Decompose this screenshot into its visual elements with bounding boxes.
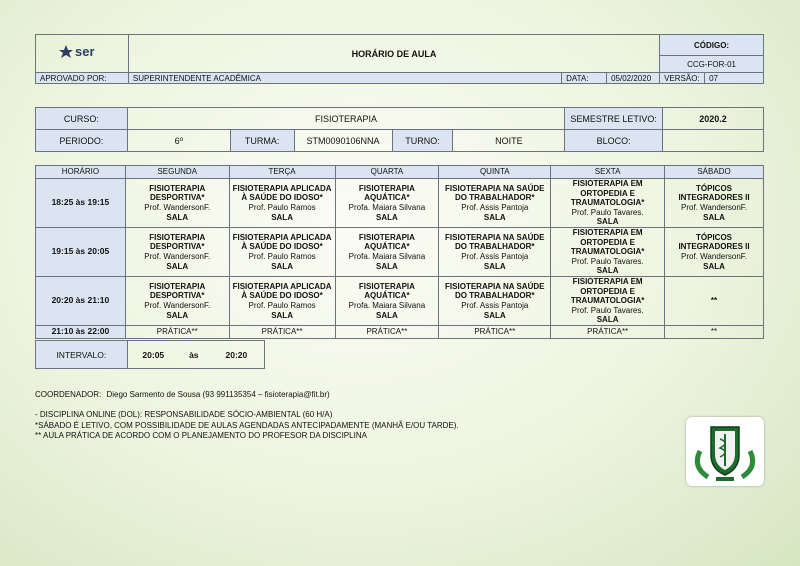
interval-end: 20:20 <box>209 341 265 369</box>
schedule-header-row <box>36 166 764 179</box>
professor-name: Profa. Maiara Silvana <box>348 251 426 261</box>
professor-name: Prof. Paulo Tavares. <box>571 256 644 266</box>
room-label: SALA <box>483 261 506 271</box>
practice-cell: PRÁTICA** <box>439 325 551 338</box>
class-cell <box>229 179 335 228</box>
professor-name: Profa. Maiara Silvana <box>348 300 426 310</box>
class-cell <box>335 276 439 325</box>
room-label: SALA <box>703 261 725 271</box>
practice-cell: PRÁTICA** <box>229 325 335 338</box>
room-label: SALA <box>166 261 189 271</box>
professor-name: Prof. WandersonF. <box>144 251 211 261</box>
professor-name: Prof. Paulo Ramos <box>248 202 316 212</box>
turma-label: TURMA: <box>230 130 294 152</box>
course-name: FISIOTERAPIA DESPORTIVA* <box>149 183 206 203</box>
turno-label: TURNO: <box>392 130 453 152</box>
professor-name: Prof. Paulo Ramos <box>248 300 316 310</box>
practice-cell: PRÁTICA** <box>551 325 665 338</box>
semestre-label: SEMESTRE LETIVO: <box>565 108 663 130</box>
coordinator-label: COORDENADOR: <box>35 390 102 399</box>
course-name: FISIOTERAPIA EM ORTOPEDIA E TRAUMATOLOGIA* <box>570 179 645 208</box>
room-label: SALA <box>596 217 619 227</box>
professor-name: Prof. WandersonF. <box>681 251 747 261</box>
room-label: SALA <box>376 310 398 320</box>
practice-cell: ** <box>665 325 764 338</box>
time-cell: 18:25 às 19:15 <box>36 179 126 228</box>
class-cell <box>335 179 439 228</box>
course-name: FISIOTERAPIA EM ORTOPEDIA E TRAUMATOLOGIA* <box>570 227 645 257</box>
room-label: SALA <box>166 310 189 320</box>
course-name: FISIOTERAPIA AQUÁTICA* <box>358 232 415 252</box>
semestre-value: 2020.2 <box>663 108 764 130</box>
col-header: QUINTA <box>439 166 551 179</box>
room-label: SALA <box>703 212 725 222</box>
col-header: QUARTA <box>335 166 439 179</box>
course-info <box>35 107 764 152</box>
room-label: SALA <box>596 315 619 325</box>
class-cell <box>665 227 764 276</box>
professor-name: Prof. Assis Pantoja <box>461 202 529 212</box>
room-label: SALA <box>596 266 619 276</box>
class-cell <box>125 179 229 228</box>
document-header <box>35 34 764 84</box>
class-cell <box>665 276 764 325</box>
periodo-value: 6º <box>127 130 230 152</box>
col-header: SÁBADO <box>665 166 764 179</box>
course-name: FISIOTERAPIA DESPORTIVA* <box>149 232 206 252</box>
class-cell <box>439 276 551 325</box>
codigo-label: CÓDIGO: <box>660 35 764 56</box>
interval-start: 20:05 <box>127 341 179 369</box>
course-name: FISIOTERAPIA EM ORTOPEDIA E TRAUMATOLOGIA* <box>570 276 645 306</box>
room-label: SALA <box>483 310 506 320</box>
schedule-row <box>36 179 764 228</box>
curso-label: CURSO: <box>36 108 128 130</box>
page-title: HORÁRIO DE AULA <box>128 35 659 73</box>
course-name: FISIOTERAPIA APLICADA À SAÚDE DO IDOSO* <box>232 232 332 252</box>
room-label: SALA <box>376 212 398 222</box>
professor-name: Prof. Assis Pantoja <box>461 300 529 310</box>
class-cell <box>439 227 551 276</box>
practice-cell: PRÁTICA** <box>125 325 229 338</box>
course-name: TÓPICOS INTEGRADORES II <box>678 183 750 203</box>
class-cell <box>551 227 665 276</box>
course-name: FISIOTERAPIA AQUÁTICA* <box>358 281 415 301</box>
data-value: 05/02/2020 <box>607 73 660 84</box>
col-header: SEXTA <box>551 166 665 179</box>
professor-name: Profa. Maiara Silvana <box>348 202 426 212</box>
time-cell: 19:15 às 20:05 <box>36 227 126 276</box>
course-name: FISIOTERAPIA NA SAÚDE DO TRABALHADOR* <box>445 281 545 301</box>
room-label: SALA <box>271 212 293 222</box>
room-label: SALA <box>166 212 189 222</box>
class-cell <box>229 227 335 276</box>
interval-label: INTERVALO: <box>36 341 128 369</box>
shield-emblem-icon <box>686 417 764 486</box>
course-name: TÓPICOS INTEGRADORES II <box>678 232 750 252</box>
course-name: FISIOTERAPIA DESPORTIVA* <box>149 281 206 301</box>
turma-value: STM0090106NNA <box>294 130 392 152</box>
schedule-table <box>35 165 764 339</box>
class-cell <box>125 227 229 276</box>
course-name: FISIOTERAPIA NA SAÚDE DO TRABALHADOR* <box>445 232 545 252</box>
class-cell <box>551 276 665 325</box>
course-name: FISIOTERAPIA APLICADA À SAÚDE DO IDOSO* <box>232 281 332 301</box>
svg-text:ser: ser <box>74 43 95 59</box>
course-name: FISIOTERAPIA APLICADA À SAÚDE DO IDOSO* <box>232 183 332 203</box>
professor-name: Prof. WandersonF. <box>144 202 211 212</box>
class-cell <box>229 276 335 325</box>
professor-name: Prof. Paulo Ramos <box>248 251 316 261</box>
schedule-row <box>36 276 764 325</box>
note-saturday: *SÁBADO É LETIVO, COM POSSIBILIDADE DE AULAS AGENDADAS ANTECIPADAMENTE (MANHÃ E/OU TARDE). <box>35 420 459 430</box>
professor-name: Prof. Paulo Tavares. <box>571 305 644 315</box>
course-name: FISIOTERAPIA AQUÁTICA* <box>358 183 415 203</box>
interval-sep: às <box>179 341 209 369</box>
professor-name: Prof. Paulo Tavares. <box>571 207 644 217</box>
course-name: FISIOTERAPIA NA SAÚDE DO TRABALHADOR* <box>445 183 545 203</box>
class-cell <box>439 179 551 228</box>
room-label: SALA <box>271 261 293 271</box>
class-cell <box>335 227 439 276</box>
curso-value: FISIOTERAPIA <box>127 108 564 130</box>
professor-name: Prof. WandersonF. <box>144 300 211 310</box>
ser-logo-icon <box>57 41 107 65</box>
professor-name: Prof. Assis Pantoja <box>461 251 529 261</box>
room-label: SALA <box>376 261 398 271</box>
col-header: TERÇA <box>229 166 335 179</box>
schedule-row <box>36 227 764 276</box>
class-cell <box>665 179 764 228</box>
note-practice: ** AULA PRÁTICA DE ACORDO COM O PLANEJAMENTO DO PROFESOR DA DISCIPLINA <box>35 431 367 440</box>
institution-logo <box>686 417 764 486</box>
course-name: ** <box>710 296 718 306</box>
class-cell <box>125 276 229 325</box>
coordinator-line <box>35 390 330 399</box>
note-dol: - DISCIPLINA ONLINE (DOL): RESPONSABILIDADE SÓCIO-AMBIENTAL (60 H/A) <box>35 410 333 419</box>
brand-logo <box>36 35 129 73</box>
time-cell: 20:20 às 21:10 <box>36 276 126 325</box>
practice-row <box>36 325 764 338</box>
practice-cell: PRÁTICA** <box>335 325 439 338</box>
coordinator-value: Diego Sarmento de Sousa (93 991135354 – fisioterapia@fit.br) <box>106 390 330 399</box>
col-header: SEGUNDA <box>125 166 229 179</box>
bloco-value <box>663 130 764 152</box>
time-cell: 21:10 às 22:00 <box>36 325 126 338</box>
col-header: HORÁRIO <box>36 166 126 179</box>
notes <box>35 410 459 442</box>
interval-box <box>35 340 265 369</box>
versao-value: 07 <box>705 73 764 84</box>
class-cell <box>551 179 665 228</box>
bloco-label: BLOCO: <box>565 130 663 152</box>
aprovado-value: SUPERINTENDENTE ACADÊMICA <box>128 73 561 84</box>
versao-label: VERSÃO: <box>660 73 705 84</box>
data-label: DATA: <box>562 73 607 84</box>
periodo-label: PERIODO: <box>36 130 128 152</box>
room-label: SALA <box>483 212 506 222</box>
room-label: SALA <box>271 310 293 320</box>
codigo-value: CCG-FOR-01 <box>660 56 764 73</box>
professor-name: Prof. WandersonF. <box>681 202 747 212</box>
turno-value: NOITE <box>453 130 565 152</box>
aprovado-label: APROVADO POR: <box>36 73 129 84</box>
